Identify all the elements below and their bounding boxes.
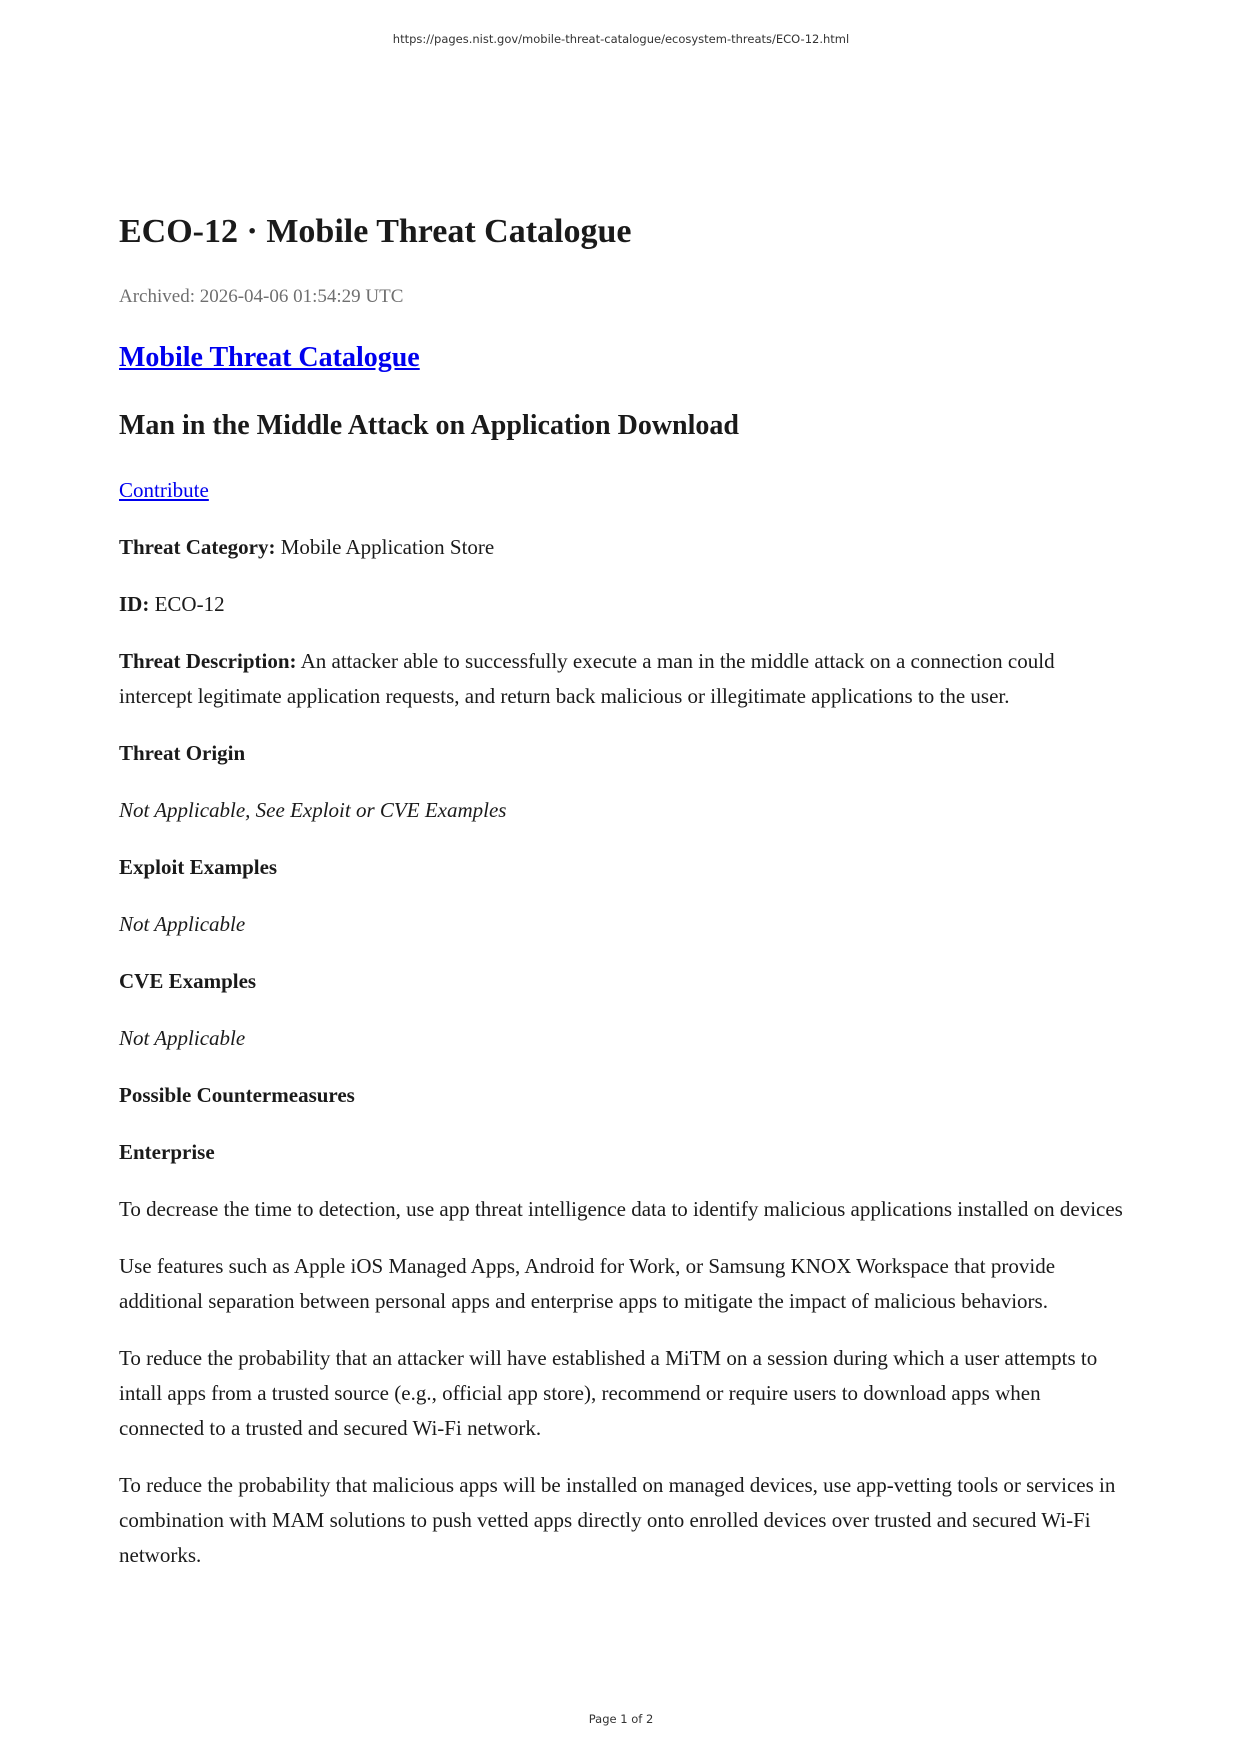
exploit-examples-heading: Exploit Examples [119,855,278,880]
threat-origin-heading: Threat Origin [119,741,246,766]
threat-id-value: ECO-12 [149,592,225,617]
archived-timestamp: Archived: 2026-04-06 01:54:29 UTC [119,286,404,307]
contribute-paragraph [119,473,1129,508]
page-number: Page 1 of 2 [588,1712,654,1726]
contribute-link[interactable]: Contribute [119,478,209,503]
threat-description-value: An attacker able to successfully execute a man in the middle attack on a connection could intercept legitimate application requests, and return back malicious or illegitimate applications to the user. [119,649,1055,709]
exploit-examples-value: Not Applicable [119,912,246,937]
countermeasures-heading: Possible Countermeasures [119,1083,355,1108]
threat-origin-value: Not Applicable, See Exploit or CVE Examples [119,798,507,823]
enterprise-paragraph: To decrease the time to detection, use app threat intelligence data to identify malicious applications installed on devices [119,1197,1123,1222]
threat-id [119,587,1129,622]
threat-category-label: Threat Category: [119,535,276,560]
enterprise-paragraph: To reduce the probability that an attacker will have established a MiTM on a session during which a user attempts to intall apps from a trusted source (e.g., official app store), recommend or require users to download apps when connected to a trusted and secured Wi-Fi network. [119,1346,1098,1441]
catalogue-link[interactable]: Mobile Threat Catalogue [119,342,420,373]
enterprise-paragraph: To reduce the probability that malicious apps will be installed on managed devices, use app-vetting tools or services in combination with MAM solutions to push vetted apps directly onto enrolled devices over trusted and secured Wi-Fi networks. [119,1473,1116,1568]
page-title: ECO-12 · Mobile Threat Catalogue [119,213,632,250]
cve-examples-value: Not Applicable [119,1026,246,1051]
threat-description [119,644,1129,714]
enterprise-heading: Enterprise [119,1140,215,1165]
threat-id-label: ID: [119,592,150,617]
cve-examples-heading: CVE Examples [119,969,257,994]
threat-description-label: Threat Description: [119,649,297,674]
print-header-url: https://pages.nist.gov/mobile-threat-catalogue/ecosystem-threats/ECO-12.html [392,32,850,46]
enterprise-paragraph: Use features such as Apple iOS Managed Apps, Android for Work, or Samsung KNOX Workspace that provide additional separation between personal apps and enterprise apps to mitigate the impact of malicious behaviors. [119,1254,1056,1314]
threat-category [119,530,1129,565]
threat-title: Man in the Middle Attack on Application Download [119,410,739,442]
threat-category-value: Mobile Application Store [275,535,495,560]
document-content [119,340,1129,1595]
